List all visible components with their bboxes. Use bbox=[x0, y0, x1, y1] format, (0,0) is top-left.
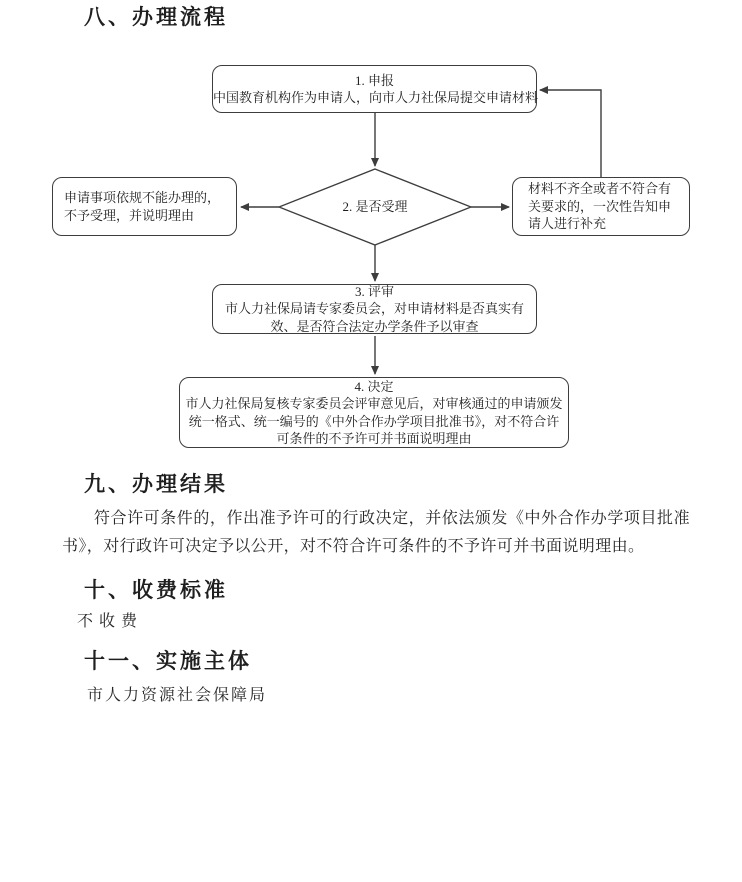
section-heading-result: 九、办理结果 bbox=[84, 473, 228, 496]
flow-step-declare-title: 1. 申报 bbox=[354, 72, 394, 88]
flow-step-declare-body: 中国教育机构作为申请人，向市人力社保局提交申请材料 bbox=[213, 90, 539, 105]
flow-reject-body: 申请事项依规不能办理的，不予受理，并说明理由 bbox=[64, 190, 221, 223]
fee-body: 不收费 bbox=[77, 613, 144, 630]
section-heading-processing-flow: 八、办理流程 bbox=[84, 6, 228, 29]
implementer-body: 市人力资源社会保障局 bbox=[87, 687, 268, 704]
flow-step-decide-body: 市人力社保局复核专家委员会评审意见后，对审核通过的申请颁发统一格式、统一编号的《中外合作办学项目批准书》，对不符合许可条件的不予许可并书面说明理由 bbox=[185, 396, 563, 446]
flow-supplement-box bbox=[512, 177, 690, 236]
flow-decision-label: 2. 是否受理 bbox=[342, 199, 408, 214]
flow-step-declare bbox=[212, 65, 537, 113]
connector-supplement-to-step1 bbox=[540, 90, 601, 177]
result-paragraph: 符合许可条件的，作出准予许可的行政决定，并依法颁发《中外合作办学项目批准书》，对行政许可决定予以公开，对不符合许可条件的不予许可并书面说明理由。 bbox=[62, 510, 690, 555]
flow-reject-box bbox=[52, 177, 237, 236]
flow-step-decide-title: 4. 决定 bbox=[354, 378, 394, 394]
flow-step-review-body: 市人力社保局请专家委员会，对申请材料是否真实有效、是否符合法定办学条件予以审查 bbox=[224, 301, 524, 334]
flow-step-review-title: 3. 评审 bbox=[354, 283, 394, 299]
section-heading-implementer: 十一、实施主体 bbox=[84, 650, 252, 673]
flow-supplement-body: 材料不齐全或者不符合有关要求的，一次性告知申请人进行补充 bbox=[528, 181, 672, 232]
flow-step-decide bbox=[179, 377, 569, 448]
section-heading-fee: 十、收费标准 bbox=[84, 579, 228, 602]
flow-step-review bbox=[212, 284, 537, 334]
